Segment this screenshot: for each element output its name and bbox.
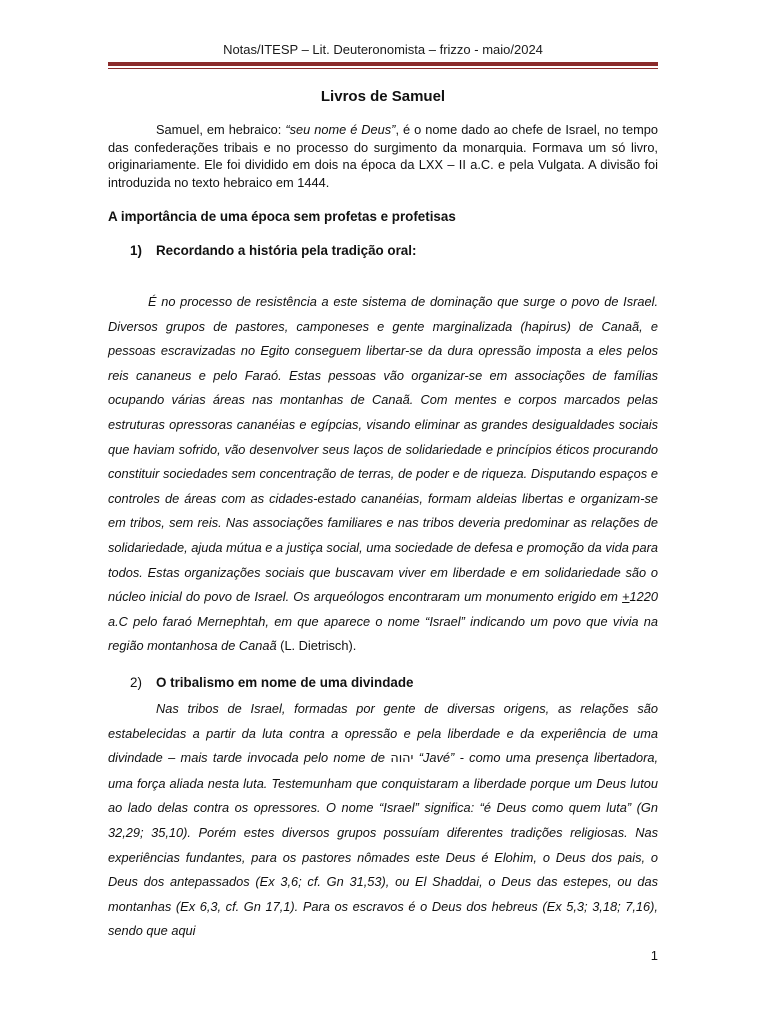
subsection-1-title: Recordando a história pela tradição oral: [156, 243, 417, 258]
intro-text-2: , é o nome dado ao chefe de Israel, no tempo das confederações tribais e no processo do surgimento da monarquia. Formava um só livro, originariamente. Ele foi dividido em dois na época da LXX – II a.C. e pela Vulgata. A divisão foi introduzida no texto hebraico em 1444. [108, 122, 658, 190]
subsection-1-number: 1) [130, 243, 142, 258]
paragraph-1-text: É no processo de resistência a este sistema de dominação que surge o povo de Israel. Diversos grupos de pastores, camponeses e gente marginalizada (hapirus) de Canaã, e pessoas escravizadas no Egito conseguem libertar-se da dura opressão imposta a eles pelos reis cananeus e pelo Faraó. Estas pessoas vão organizar-se em associações de famílias ocupando várias áreas nas montanhas de Canaã. Com mentes e corpos marcados pelas estruturas opressoras cananéias e egípcias, visando eliminar as grandes desigualdades sociais que haviam sofrido, vão desenvolver seus laços de solidariedade e princípios éticos procurando constituir sociedades sem concentração de terras, de poder e de riqueza. Disputando espaços e controles de áreas com as cidades-estado cananéias, formam aldeias libertas e organizam-se em tribos, sem reis. Nas associações familiares e nas tribos deveria predominar as relações de solidariedade, ajuda mútua e a justiça social, uma sociedade de defesa e promoção da vida para todos. Estas organizações sociais que buscavam viver em liberdade e em solidariedade são o núcleo inicial do povo de Israel. Os arqueólogos encontraram um monumento erigido em [108, 294, 658, 605]
subsection-2-title: O tribalismo em nome de uma divindade [156, 675, 414, 690]
page-header: Notas/ITESP – Lit. Deuteronomista – frizzo - maio/2024 [223, 42, 543, 57]
paragraph-2-text-2: “Javé” - como uma presença libertadora, uma força aliada nesta luta. Testemunham que conquistaram a liberdade porque um Deus lutou ao lado delas contra os opressores. O nome “Israel” significa: “é Deus como quem luta” (Gn 32,29; 35,10). Porém estes diversos grupos possuíam diferentes tradições religiosas. Nas experiências fundantes, para os pastores nômades este Deus é Elohim, o Deus dos pais, o Deus dos antepassados (Ex 3,6; cf. Gn 31,53), ou El Shaddai, o Deus das estepes, ou das montanhas (Ex 6,3, cf. Gn 17,1). Para os escravos é o Deus dos hebreus (Ex 5,3; 3,18; 7,16), sendo que aqui [108, 750, 658, 939]
section-heading: A importância de uma época sem profetas e profetisas [108, 209, 456, 224]
document-title: Livros de Samuel [320, 88, 446, 105]
intro-text-1: Samuel, em hebraico: [156, 122, 286, 137]
intro-paragraph [108, 121, 658, 191]
paragraph-2-text-1: Nas tribos de Israel, formadas por gente de diversas origens, as relações são estabelecidas a partir da luta contra a opressão e pela liberdade e da experiência de uma divindade – mais tarde invocada pelo nome de [108, 701, 658, 766]
page-number: 1 [650, 948, 658, 963]
paragraph-2 [108, 697, 658, 944]
plus-minus-sign: + [622, 589, 630, 605]
paragraph-1-citation: (L. Dietrisch). [276, 638, 357, 654]
intro-quote: “seu nome é Deus” [285, 122, 396, 137]
header-rule-thick [108, 62, 658, 66]
subsection-2-number: 2) [130, 675, 142, 690]
paragraph-1-date-text: 1220 a.C pelo faraó Mernephtah, em que aparece o nome “Israel” indicando um povo que vivia na região montanhosa de Canaã [108, 589, 658, 654]
hebrew-divine-name: יהוה [390, 751, 414, 767]
paragraph-1 [108, 290, 658, 659]
header-rule-thin [108, 68, 658, 69]
